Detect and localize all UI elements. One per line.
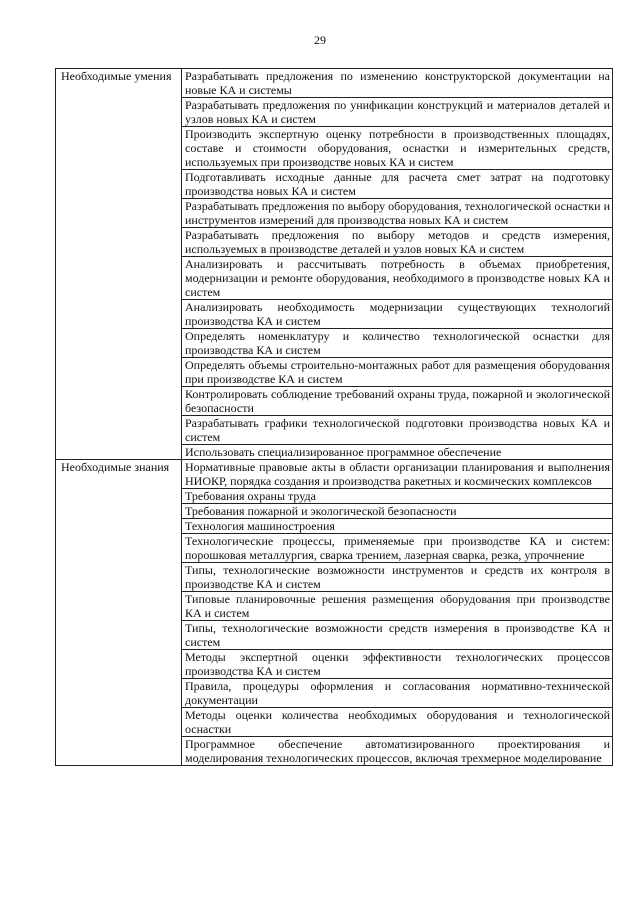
requirement-item: Использовать специализированное программное обеспечение [182, 445, 613, 460]
requirement-item: Анализировать необходимость модернизации существующих технологий производства КА и систем [182, 300, 613, 329]
table-row [56, 460, 613, 489]
requirement-item: Разрабатывать предложения по унификации конструкций и материалов деталей и узлов новых КА и систем [182, 98, 613, 127]
requirement-item: Определять номенклатуру и количество технологической оснастки для производства КА и систем [182, 329, 613, 358]
requirement-item: Разрабатывать графики технологической подготовки производства новых КА и систем [182, 416, 613, 445]
requirements-table [55, 68, 613, 766]
requirement-item: Производить экспертную оценку потребности в производственных площадях, составе и стоимости оборудования, оснастки и измерительных средств, используемых при производстве новых КА и систем [182, 127, 613, 170]
section-heading: Необходимые знания [56, 460, 182, 766]
requirement-item: Требования охраны труда [182, 489, 613, 504]
requirement-item: Технологические процессы, применяемые при производстве КА и систем: порошковая металлургия, сварка трением, лазерная сварка, резка, упрочнение [182, 534, 613, 563]
requirement-item: Разрабатывать предложения по выбору методов и средств измерения, используемых в производстве деталей и узлов новых КА и систем [182, 228, 613, 257]
table-row [56, 69, 613, 98]
requirement-item: Разрабатывать предложения по выбору оборудования, технологической оснастки и инструментов измерений для производства новых КА и систем [182, 199, 613, 228]
requirement-item: Контролировать соблюдение требований охраны труда, пожарной и экологической безопасности [182, 387, 613, 416]
requirement-item: Программное обеспечение автоматизированного проектирования и моделирования технологических процессов, включая трехмерное моделирование [182, 737, 613, 766]
requirement-item: Типовые планировочные решения размещения оборудования при производстве КА и систем [182, 592, 613, 621]
page-number: 29 [314, 33, 326, 47]
requirement-item: Методы экспертной оценки эффективности технологических процессов производства КА и систем [182, 650, 613, 679]
requirement-item: Определять объемы строительно-монтажных работ для размещения оборудования при производстве КА и систем [182, 358, 613, 387]
requirement-item: Методы оценки количества необходимых оборудования и технологической оснастки [182, 708, 613, 737]
requirement-item: Типы, технологические возможности инструментов и средств их контроля в производстве КА и систем [182, 563, 613, 592]
requirement-item: Правила, процедуры оформления и согласования нормативно-технической документации [182, 679, 613, 708]
requirement-item: Типы, технологические возможности средств измерения в производстве КА и систем [182, 621, 613, 650]
requirement-item: Анализировать и рассчитывать потребность в объемах приобретения, модернизации и ремонте оборудования, необходимого в производстве новых КА и систем [182, 257, 613, 300]
requirement-item: Разрабатывать предложения по изменению конструкторской документации на новые КА и системы [182, 69, 613, 98]
requirement-item: Требования пожарной и экологической безопасности [182, 504, 613, 519]
section-heading: Необходимые умения [56, 69, 182, 460]
requirement-item: Технология машиностроения [182, 519, 613, 534]
requirement-item: Нормативные правовые акты в области организации планирования и выполнения НИОКР, порядка создания и производства ракетных и космических комплексов [182, 460, 613, 489]
requirement-item: Подготавливать исходные данные для расчета смет затрат на подготовку производства новых КА и систем [182, 170, 613, 199]
